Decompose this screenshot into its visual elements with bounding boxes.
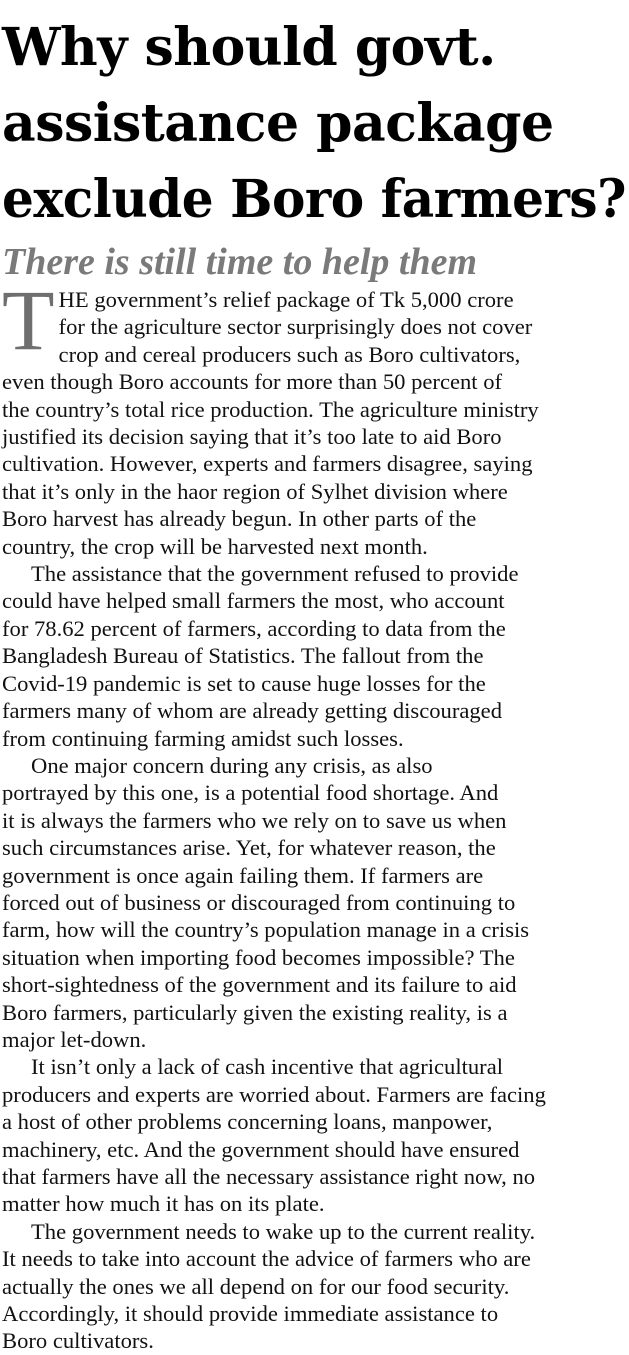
text-line: machinery, etc. And the government should have ensured <box>2 1136 520 1162</box>
paragraph <box>2 752 629 1053</box>
text-line: justified its decision saying that it’s too late to aid Boro <box>2 424 502 450</box>
text-line: crop and cereal producers such as Boro cultivators, <box>58 341 521 367</box>
paragraph <box>2 272 629 560</box>
drop-cap: T <box>2 272 55 368</box>
text-line: short-sightedness of the government and its failure to aid <box>2 972 517 998</box>
text-line: from continuing farming amidst such losses. <box>2 725 404 751</box>
text-line: for 78.62 percent of farmers, according to data from the <box>2 615 506 641</box>
text-line: portrayed by this one, is a potential food shortage. And <box>2 780 499 806</box>
text-line: forced out of business or discouraged from continuing to <box>2 889 516 915</box>
text-line: Bangladesh Bureau of Statistics. The fallout from the <box>2 643 484 669</box>
text-line: a host of other problems concerning loans, manpower, <box>2 1109 493 1135</box>
text-line: Accordingly, it should provide immediate assistance to <box>2 1301 499 1327</box>
text-line: major let-down. <box>2 1026 147 1052</box>
text-line: country, the crop will be harvested next month. <box>2 533 428 559</box>
text-line: farmers many of whom are already getting discouraged <box>2 698 503 724</box>
headline-line: assistance package <box>2 93 554 154</box>
text-line: matter how much it has on its plate. <box>2 1191 325 1217</box>
headline-line: exclude Boro farmers? <box>2 169 626 230</box>
text-line: producers and experts are worried about. Farmers are facing <box>2 1081 546 1107</box>
headline <box>2 0 629 238</box>
text-line: HE government’s relief package of Tk 5,000 crore <box>58 287 514 312</box>
text-line: farm, how will the country’s population manage in a crisis <box>2 917 530 943</box>
text-line: actually the ones we all depend on for our food security. <box>2 1273 510 1299</box>
text-line: Boro farmers, particularly given the existing reality, is a <box>2 999 508 1025</box>
text-line: the country’s total rice production. The agriculture ministry <box>2 396 539 422</box>
text-line: Covid-19 pandemic is set to cause huge losses for the <box>2 670 486 696</box>
text-line: such circumstances arise. Yet, for whatever reason, the <box>2 835 496 861</box>
text-line: for the agriculture sector surprisingly does not cover <box>58 314 533 340</box>
text-line: The government needs to wake up to the current reality. <box>31 1218 536 1244</box>
text-line: even though Boro accounts for more than 50 percent of <box>2 369 503 395</box>
text-line: Boro cultivators. <box>2 1328 154 1354</box>
text-line: government is once again failing them. If farmers are <box>2 862 484 888</box>
text-line: It needs to take into account the advice of farmers who are <box>2 1246 531 1272</box>
text-line: It isn’t only a lack of cash incentive that agricultural <box>31 1054 504 1080</box>
text-line: cultivation. However, experts and farmers disagree, saying <box>2 451 533 477</box>
paragraph <box>2 1053 629 1217</box>
text-line: it is always the farmers who we rely on to save us when <box>2 807 507 833</box>
article-body <box>2 272 629 1355</box>
text-line: Boro harvest has already begun. In other parts of the <box>2 506 477 532</box>
text-line: could have helped small farmers the most, who account <box>2 588 505 614</box>
editorial-article <box>2 0 629 1355</box>
text-line: that farmers have all the necessary assistance right now, no <box>2 1164 536 1189</box>
text-line: that it’s only in the haor region of Sylhet division where <box>2 478 508 504</box>
text-line: The assistance that the government refused to provide <box>31 561 519 587</box>
paragraph <box>2 560 629 752</box>
text-line: situation when importing food becomes impossible? The <box>2 944 515 970</box>
subheadline: There is still time to help them <box>2 241 477 283</box>
headline-line: Why should govt. <box>2 17 496 78</box>
text-line: One major concern during any crisis, as also <box>31 752 433 778</box>
paragraph <box>2 1218 629 1355</box>
